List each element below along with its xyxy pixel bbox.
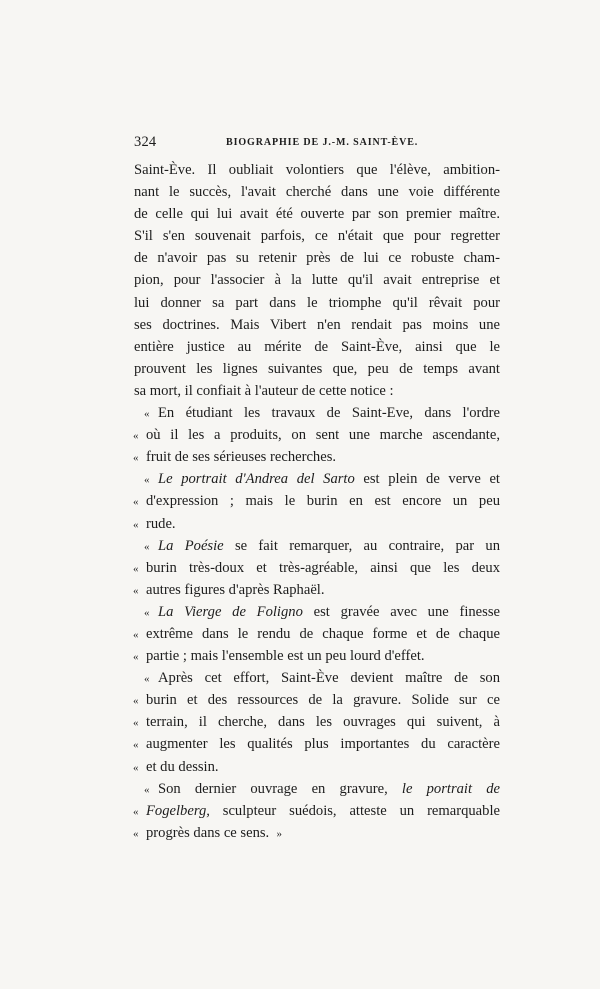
quote-text: progrès dans ce sens. [146, 824, 270, 841]
text-line: sa mort, il confiait à l'auteur de cette notice : [134, 382, 394, 399]
quote-line [134, 535, 500, 557]
text-line: de n'avoir pas su retenir près de lui ce robuste cham- [134, 250, 500, 267]
running-head: BIOGRAPHIE DE J.-M. SAINT-ÈVE. [226, 137, 419, 148]
quote-mark: « [144, 606, 150, 619]
quote-mark: « [133, 496, 139, 509]
quote-text: burin et des ressources de la gravure. Solide sur ce [146, 692, 500, 709]
quote-line [134, 800, 500, 822]
quote-text: En étudiant les travaux de Saint-Eve, dans l'ordre [158, 405, 500, 422]
quote-line [134, 468, 500, 490]
quote-line [134, 645, 500, 667]
artwork-title: La Vierge de Foligno [158, 603, 303, 620]
quote-mark: « [133, 651, 139, 664]
quote-line [134, 513, 500, 535]
quote-line [134, 778, 500, 800]
quote-mark: « [144, 408, 150, 421]
quote-line [134, 623, 500, 645]
quote-line [134, 446, 500, 468]
quote-mark: « [144, 673, 150, 686]
quote-text: d'expression ; mais le burin en est encore un peu [146, 493, 500, 510]
quote-line [134, 490, 500, 512]
quote-line [134, 711, 500, 733]
quote-line [134, 601, 500, 623]
quote-mark: « [133, 452, 139, 465]
page-body [134, 159, 500, 844]
closing-quote-mark: » [276, 827, 282, 840]
quote-mark: « [133, 628, 139, 641]
quote-text: est gravée avec une finesse [302, 603, 500, 620]
text-line: nant le succès, l'avait cherché dans une voie différente [134, 184, 500, 201]
quote-text: Après cet effort, Saint-Ève devient maître de son [158, 670, 500, 687]
text-line: pion, pour l'associer à la lutte qu'il avait entreprise et [134, 272, 500, 289]
quote-mark: « [133, 695, 139, 708]
quote-mark: « [144, 474, 150, 487]
quote-line [134, 733, 500, 755]
artwork-title: le portrait de [401, 780, 500, 797]
text-line: de celle qui lui avait été ouverte par son premier maître. [134, 206, 500, 223]
quote-text: et du dessin. [146, 758, 219, 775]
text-line: Saint-Ève. Il oubliait volontiers que l'élève, ambition- [134, 162, 500, 178]
page-number: 324 [134, 134, 157, 150]
quote-mark: « [133, 761, 139, 774]
quote-text: est plein de verve et [354, 471, 500, 488]
quote-line [134, 667, 500, 689]
quote-text: terrain, il cherche, dans les ouvrages qui suivent, à [146, 714, 500, 731]
quote-line [134, 579, 500, 601]
quote-mark: « [133, 518, 139, 531]
artwork-title: Le portrait d'Andrea del Sarto [158, 471, 355, 488]
quote-text: partie ; mais l'ensemble est un peu lourd d'effet. [146, 648, 425, 665]
quote-line [134, 424, 500, 446]
quote-text: fruit de ses sérieuses recherches. [146, 449, 337, 466]
quote-mark: « [133, 584, 139, 597]
quote-mark: « [133, 805, 139, 818]
quote-text: rude. [146, 515, 176, 532]
quote-text: burin très-doux et très-agréable, ainsi que les deux [146, 559, 500, 576]
text-line: lui donner sa part dans le triomphe qu'il rêvait pour [134, 294, 500, 311]
quote-line [134, 756, 500, 778]
quote-mark: « [144, 540, 150, 553]
quote-text: où il les a produits, on sent une marche ascendante, [146, 427, 500, 444]
page-header [134, 134, 504, 154]
quote-line [134, 689, 500, 711]
quote-mark: « [144, 783, 150, 796]
quote-line [134, 822, 500, 844]
quote-text: sculpteur suédois, atteste un remarquable [209, 802, 500, 819]
quote-text: autres figures d'après Raphaël. [146, 581, 325, 598]
quote-text: Son dernier ouvrage en gravure, [158, 780, 402, 797]
quote-text: se fait remarquer, au contraire, par un [223, 537, 500, 554]
quote-mark: « [133, 562, 139, 575]
quote-mark: « [133, 739, 139, 752]
quote-mark: « [133, 430, 139, 443]
quote-text: extrême dans le rendu de chaque forme et de chaque [146, 625, 500, 642]
text-line: entière justice au mérite de Saint-Ève, ainsi que le [134, 338, 500, 355]
quote-line [134, 402, 500, 424]
artist-name: Fogelberg, [146, 802, 210, 819]
quote-text: augmenter les qualités plus importantes du caractère [146, 736, 500, 753]
quote-line [134, 557, 500, 579]
quote-mark: « [133, 717, 139, 730]
artwork-title: La Poésie [158, 537, 224, 554]
text-line: S'il s'en souvenait parfois, ce n'était que pour regretter [134, 228, 500, 245]
text-line: ses doctrines. Mais Vibert n'en rendait pas moins une [134, 316, 500, 333]
quote-mark: « [133, 827, 139, 840]
text-line: prouvent les lignes suivantes que, peu de temps avant [134, 360, 500, 377]
